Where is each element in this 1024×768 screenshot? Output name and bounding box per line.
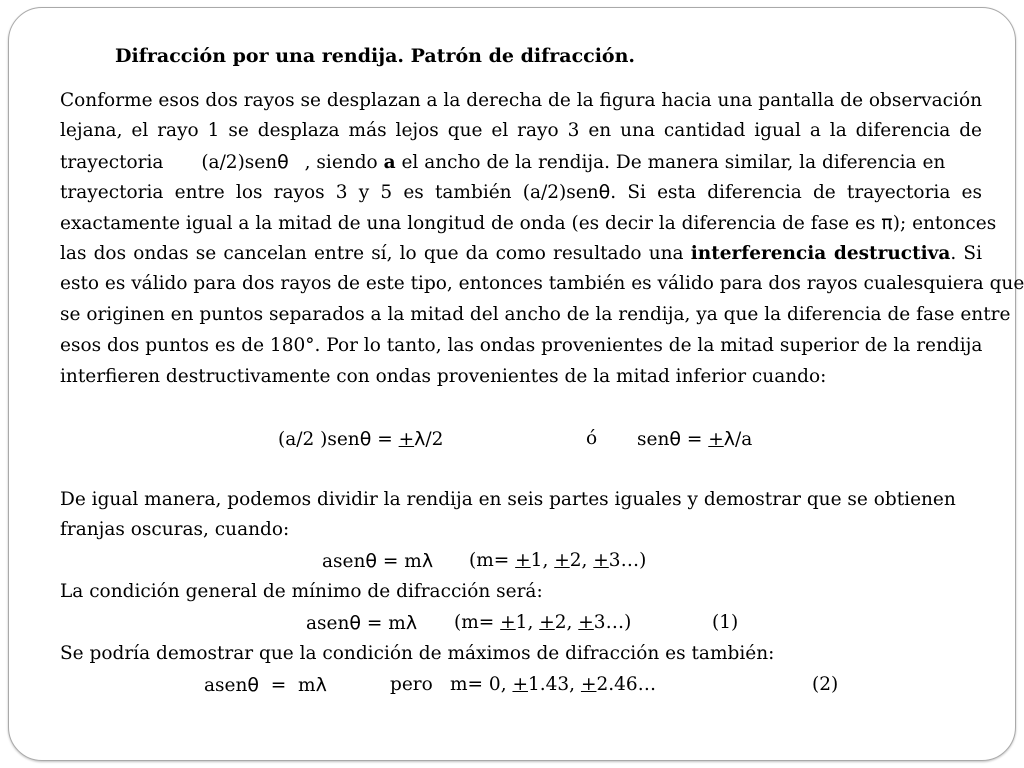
equation-number: (1) bbox=[712, 612, 739, 633]
eq-text: 2.46… bbox=[596, 674, 657, 695]
lambda-symbol: λ bbox=[405, 612, 418, 634]
paragraph-line bbox=[60, 177, 982, 208]
equation-half-wavelength bbox=[278, 424, 443, 455]
eq-text: asen bbox=[306, 613, 350, 634]
theta-symbol: θ bbox=[349, 612, 362, 634]
text-span: (a/2)sen bbox=[201, 152, 278, 173]
eq-text: = m bbox=[259, 675, 316, 696]
eq-text: m= 0, bbox=[450, 674, 513, 695]
eq-text: asen bbox=[322, 551, 366, 572]
paragraph-line: interfieren destructivamente con ondas provenientes de la mitad inferior cuando: bbox=[60, 366, 827, 387]
eq-text: = bbox=[680, 429, 709, 450]
paragraph-line: Se podría demostrar que la condición de máximos de difracción es también: bbox=[60, 643, 775, 664]
plus-minus-sign: + bbox=[708, 429, 724, 450]
eq-text: 1.43, bbox=[527, 674, 581, 695]
slide-title: Difracción por una rendija. Patrón de difracción. bbox=[115, 45, 636, 67]
pi-symbol: π bbox=[881, 212, 893, 234]
theta-symbol: θ bbox=[359, 428, 372, 450]
equation-pero: pero bbox=[390, 674, 433, 695]
plus-minus-sign: + bbox=[554, 550, 570, 571]
paragraph-line: lejana, el rayo 1 se desplaza más lejos que el rayo 3 en una cantidad igual a la diferencia de bbox=[60, 120, 982, 141]
lambda-symbol: λ bbox=[315, 674, 327, 696]
eq-text: asen bbox=[204, 675, 248, 696]
theta-symbol: θ bbox=[365, 550, 378, 572]
eq-text: 2, bbox=[554, 612, 579, 633]
plus-minus-sign: + bbox=[593, 550, 609, 571]
theta-symbol: θ bbox=[598, 181, 611, 203]
paragraph-line: esto es válido para dos rayos de este tipo, entonces también es válido para dos rayos cualesquiera que bbox=[60, 273, 1024, 294]
bold-a: a bbox=[383, 152, 396, 173]
paragraph-line: esos dos puntos es de 180°. Por lo tanto, las ondas provenientes de la mitad superior de la rendija bbox=[60, 335, 983, 356]
bold-phrase: interferencia destructiva bbox=[690, 243, 951, 264]
paragraph-line: se originen en puntos separados a la mitad del ancho de la rendija, ya que la diferencia de fase entre bbox=[60, 304, 1011, 325]
equation-minimum bbox=[306, 608, 417, 639]
paragraph-line: Conforme esos dos rayos se desplazan a la derecha de la figura hacia una pantalla de observación bbox=[60, 90, 982, 111]
text-span: . Si esta diferencia de trayectoria es bbox=[610, 182, 982, 203]
eq-text: = m bbox=[377, 551, 422, 572]
equation-or: ó bbox=[586, 428, 598, 449]
paragraph-line bbox=[60, 208, 997, 239]
paragraph-line bbox=[60, 147, 982, 178]
equation-sine-form bbox=[637, 424, 752, 455]
eq-text: 1, bbox=[515, 612, 540, 633]
plus-minus-sign: + bbox=[539, 612, 555, 633]
text-span: exactamente igual a la mitad de una longitud de onda (es decir la diferencia de fase es bbox=[60, 213, 882, 234]
eq-text: (m= bbox=[454, 612, 501, 633]
lambda-symbol: λ bbox=[723, 428, 736, 450]
lambda-symbol: λ bbox=[421, 550, 434, 572]
text-span: ); entonces bbox=[892, 213, 997, 234]
equation-number: (2) bbox=[812, 674, 839, 695]
plus-minus-sign: + bbox=[578, 612, 594, 633]
text-span: el ancho de la rendija. De manera similar, la diferencia en bbox=[395, 152, 946, 173]
eq-text: /a bbox=[735, 429, 753, 450]
theta-symbol: θ bbox=[669, 428, 681, 450]
eq-text: 1, bbox=[530, 550, 555, 571]
text-span: las dos ondas se cancelan entre sí, lo que da como resultado una bbox=[60, 243, 691, 264]
theta-symbol: θ bbox=[247, 674, 260, 696]
paragraph-line: La condición general de mínimo de difracción será: bbox=[60, 581, 543, 602]
eq-text: (a/2 )sen bbox=[278, 429, 360, 450]
eq-text: = bbox=[371, 429, 399, 450]
eq-text: /2 bbox=[425, 429, 444, 450]
text-span: trayectoria entre los rayos 3 y 5 es también (a/2)sen bbox=[60, 182, 599, 203]
lambda-symbol: λ bbox=[414, 428, 426, 450]
equation-condition bbox=[450, 670, 656, 700]
paragraph-line bbox=[60, 239, 982, 269]
text-span: , siendo bbox=[304, 152, 384, 173]
text-span: trayectoria bbox=[60, 152, 164, 173]
equation-condition bbox=[469, 546, 646, 576]
plus-minus-sign: + bbox=[398, 429, 415, 450]
equation-dark-fringes bbox=[322, 546, 433, 577]
eq-text: 3…) bbox=[593, 612, 632, 633]
eq-text: (m= bbox=[469, 550, 516, 571]
equation-maximum bbox=[204, 670, 327, 701]
plus-minus-sign: + bbox=[515, 550, 531, 571]
text-span: . Si bbox=[950, 243, 982, 264]
eq-text: sen bbox=[637, 429, 670, 450]
eq-text: 2, bbox=[569, 550, 594, 571]
eq-text: = m bbox=[361, 613, 406, 634]
equation-condition bbox=[454, 608, 631, 638]
paragraph-line: franjas oscuras, cuando: bbox=[60, 519, 290, 540]
paragraph-line: De igual manera, podemos dividir la rendija en seis partes iguales y demostrar que se obtienen bbox=[60, 489, 956, 510]
eq-text: 3…) bbox=[608, 550, 647, 571]
plus-minus-sign: + bbox=[500, 612, 516, 633]
theta-symbol: θ bbox=[277, 151, 289, 173]
plus-minus-sign: + bbox=[580, 674, 597, 695]
plus-minus-sign: + bbox=[512, 674, 528, 695]
